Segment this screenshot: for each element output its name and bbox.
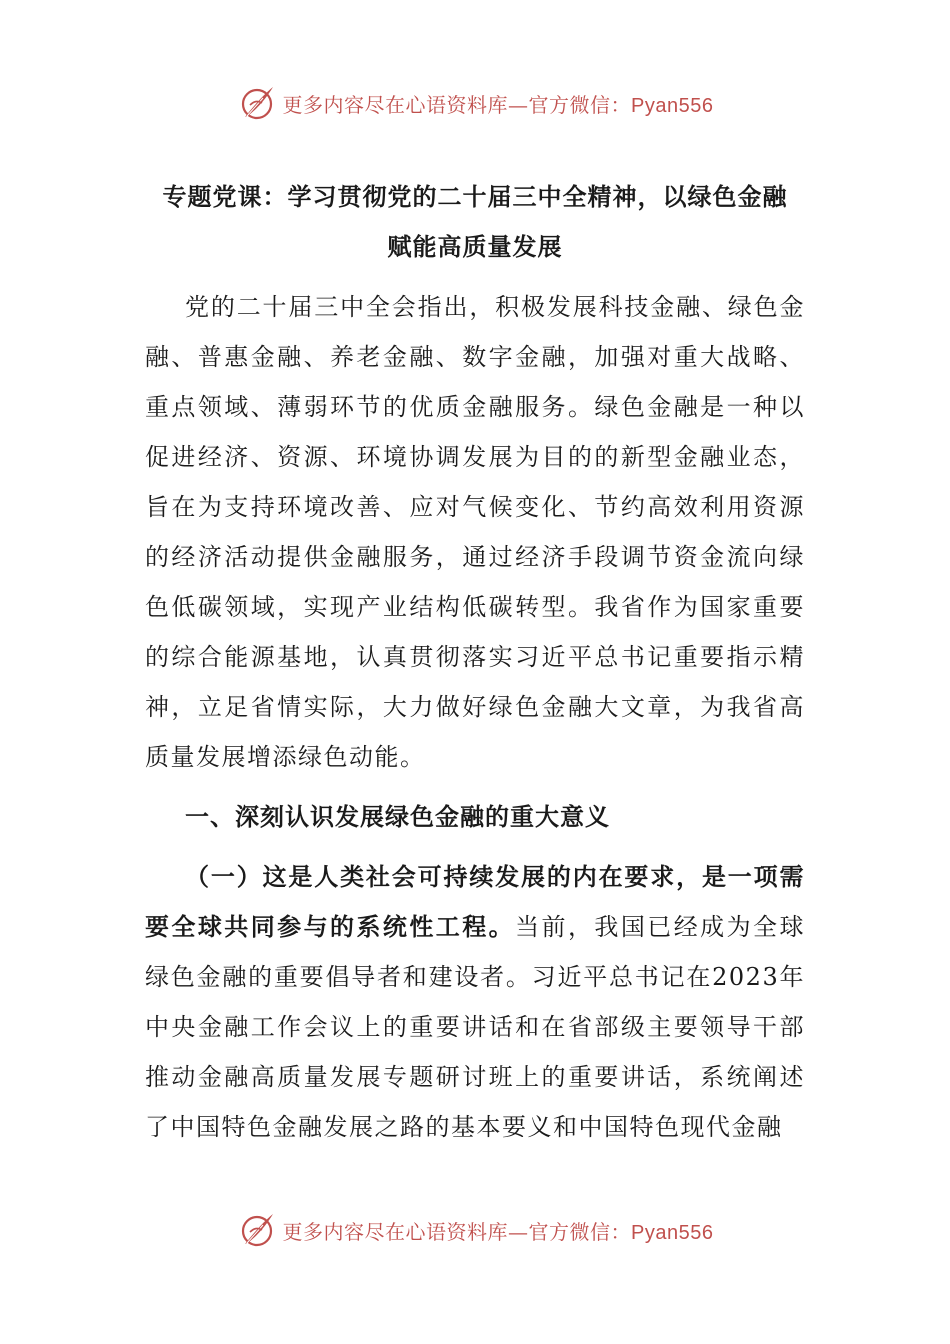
title-line-1: 专题党课：学习贯彻党的二十届三中全精神，以绿色金融 — [162, 183, 788, 211]
subheading-1-bold: （一）这是人类社会可持续发展的内在要求，是一项需要全球共同参与的系统性工程。 — [145, 863, 805, 941]
footer-watermark — [0, 1205, 950, 1255]
watermark-wechat-id: Pyan556 — [631, 1221, 714, 1244]
watermark-text-cn: 更多内容尽在心语资料库—官方微信： — [282, 1219, 632, 1244]
document-title — [145, 172, 805, 272]
intro-paragraph: 党的二十届三中全会指出，积极发展科技金融、绿色金融、普惠金融、养老金融、数字金融，加强对重大战略、重点领域、薄弱环节的优质金融服务。绿色金融是一种以促进经济、资源、环境协调发展为目的的新型金融业态，旨在为支持环境改善、应对气候变化、节约高效利用资源的经济活动提供金融服务，通过经济手段调节资金流向绿色低碳领域，实现产业结构低碳转型。我省作为国家重要的综合能源基地，认真贯彻落实习近平总书记重要指示精神，立足省情实际，大力做好绿色金融大文章，为我省高质量发展增添绿色动能。 — [145, 293, 805, 771]
watermark-text — [283, 1216, 714, 1245]
watermark-wechat-id: Pyan556 — [631, 94, 714, 117]
subheading-1-body: 当前，我国已经成为全球绿色金融的重要倡导者和建设者。习近平总书记在2023年中央金融工作会议上的重要讲话和在省部级主要领导干部推动金融高质量发展专题研讨班上的重要讲话，系统阐述了中国特色金融发展之路的基本要义和中国特色现代金融 — [145, 913, 805, 1141]
header-watermark — [0, 78, 950, 128]
section-1-paragraph — [145, 852, 805, 1152]
quill-logo-icon — [237, 1210, 277, 1250]
watermark-text-cn: 更多内容尽在心语资料库—官方微信： — [282, 92, 632, 117]
quill-logo-icon — [237, 83, 277, 123]
title-line-2: 赋能高质量发展 — [387, 233, 563, 261]
section-1-heading: 一、深刻认识发展绿色金融的重大意义 — [185, 803, 610, 831]
watermark-text — [283, 89, 714, 118]
